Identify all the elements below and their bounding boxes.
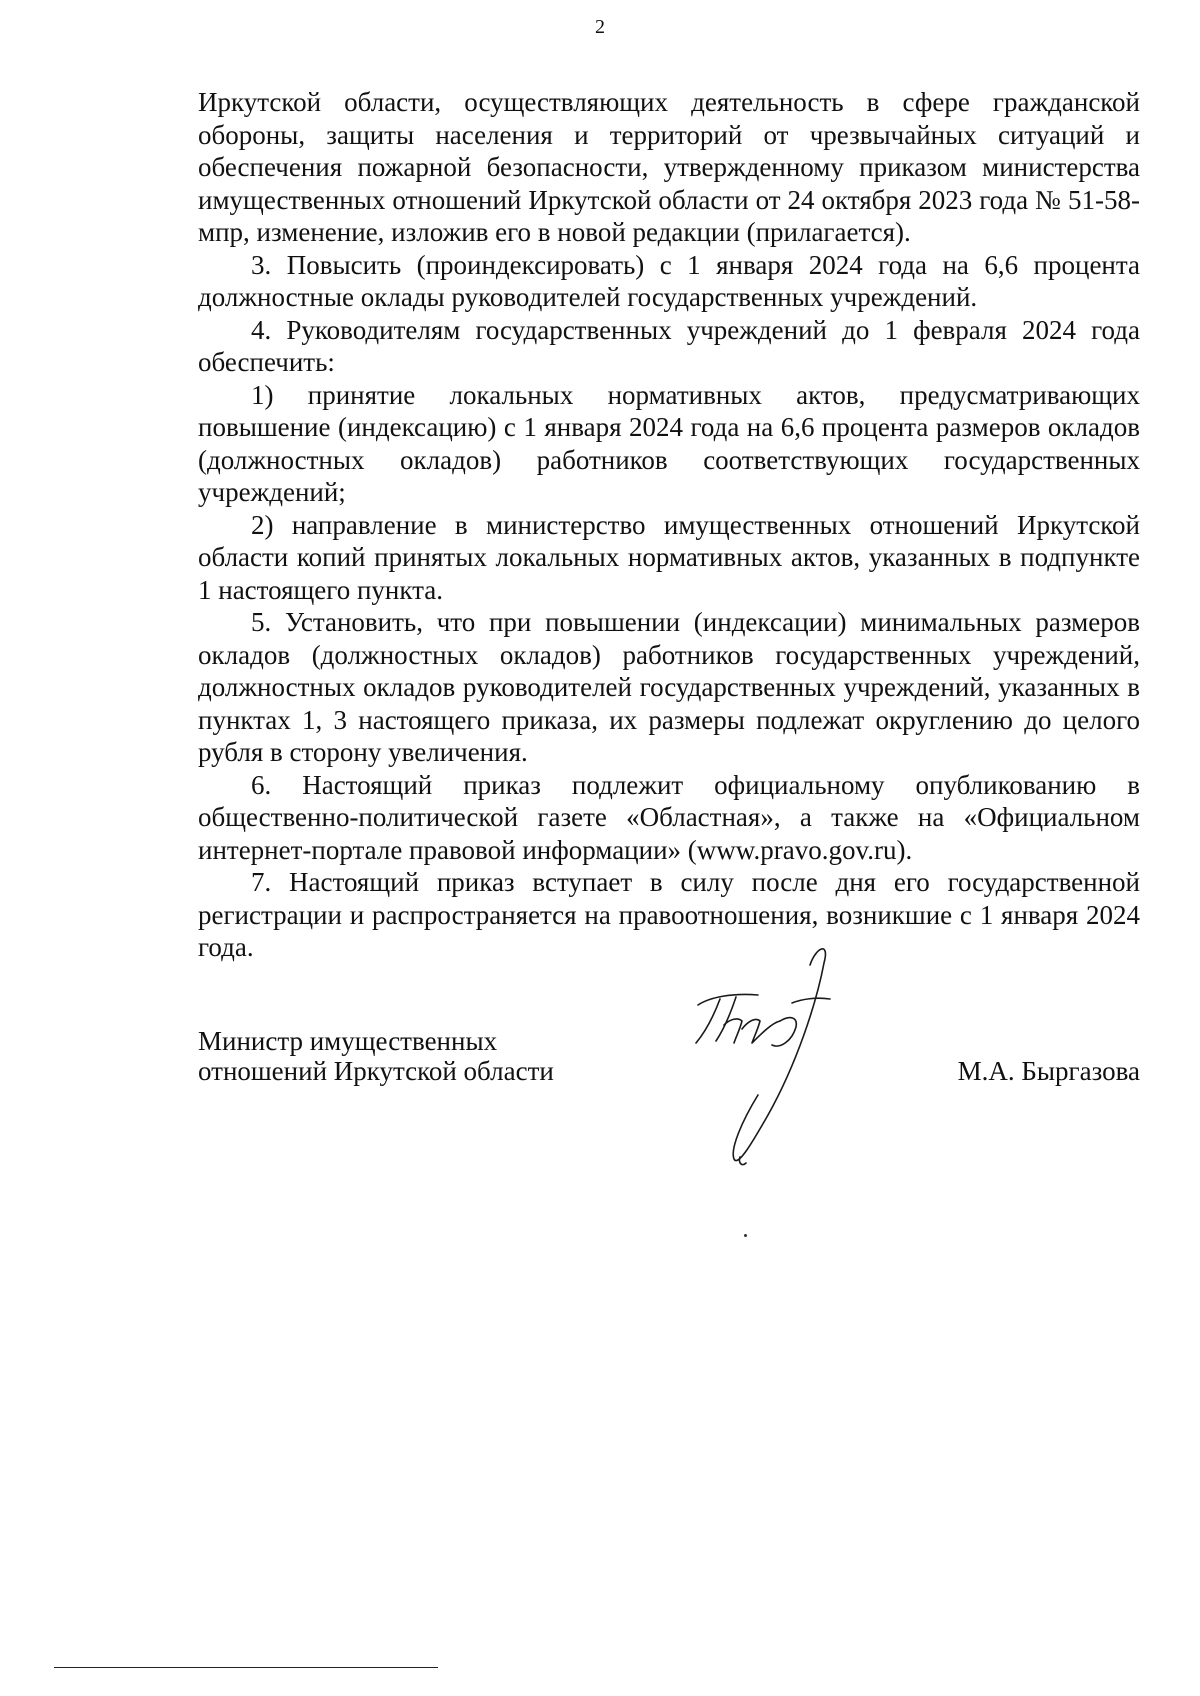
footnote-separator — [54, 1667, 438, 1668]
signer-name: М.А. Быргазова — [957, 1056, 1140, 1086]
paragraph-item-3: 3. Повысить (проиндексировать) с 1 января 2024 года на 6,6 процента должностные оклады руководителей государственных учреждений. — [198, 249, 1140, 312]
paragraph-continuation: Иркутской области, осуществляющих деятельность в сфере гражданской обороны, защиты населения и территорий от чрезвычайных ситуаций и обеспечения пожарной безопасности, утвержденному приказом министерства имущественных отношений Иркутской области от 24 октября 2023 года № 51-58-мпр, изменение, изложив его в новой редакции (прилагается). — [198, 87, 1140, 247]
paragraph-item-5: 5. Установить, что при повышении (индексации) минимальных размеров окладов (должностных окладов) работников государственных учреждений, должностных окладов руководителей государственных учреждений, указанных в пунктах 1, 3 настоящего приказа, их размеры подлежат округлению до целого рубля в сторону увеличения. — [198, 607, 1140, 767]
paragraph-item-4: 4. Руководителям государственных учреждений до 1 февраля 2024 года обеспечить: — [198, 314, 1140, 377]
signer-title-line-2: отношений Иркутской области — [198, 1056, 554, 1086]
stray-mark — [744, 1234, 747, 1237]
paragraph-subitem-2: 2) направление в министерство имущественных отношений Иркутской области копий принятых локальных нормативных актов, указанных в подпункте 1 настоящего пункта. — [198, 509, 1140, 605]
paragraph-subitem-1: 1) принятие локальных нормативных актов, предусматривающих повышение (индексацию) с 1 января 2024 года на 6,6 процента размеров окладов (должностных окладов) работников соответствующих государственных учреждений; — [198, 379, 1140, 507]
paragraph-item-6: 6. Настоящий приказ подлежит официальному опубликованию в общественно-политической газете «Областная», а также на «Официальном интернет-портале правовой информации» (www.pravo.gov.ru). — [198, 769, 1140, 865]
handwritten-signature — [680, 945, 890, 1170]
signer-title — [198, 1026, 554, 1086]
paragraph-item-7: 7. Настоящий приказ вступает в силу после дня его государственной регистрации и распространяется на правоотношения, возникшие с 1 января 2024 года. — [198, 867, 1140, 962]
signer-title-line-1: Министр имущественных — [198, 1026, 498, 1056]
document-body — [198, 86, 1140, 964]
page-number: 2 — [595, 16, 605, 38]
